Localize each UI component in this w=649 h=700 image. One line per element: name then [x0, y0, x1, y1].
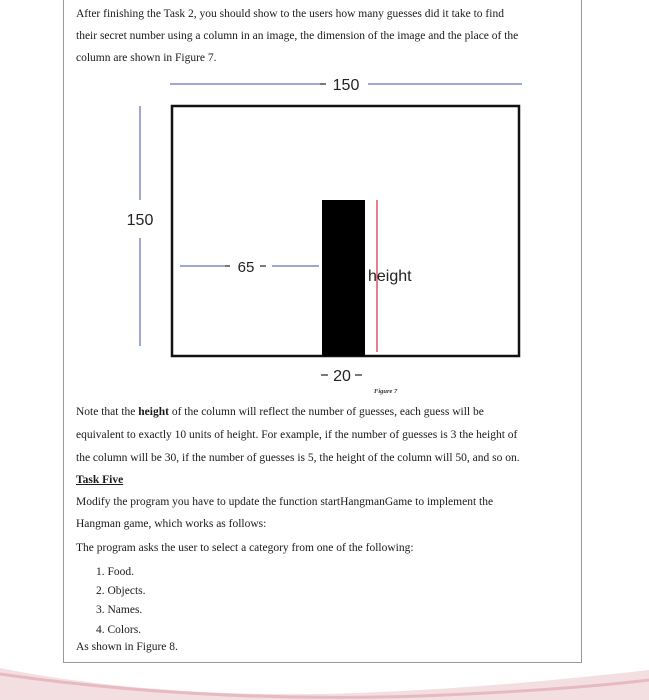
footer-swoosh-light: [0, 668, 649, 700]
category-item-food: 1. Food.: [96, 566, 135, 578]
figure-caption: Figure 7: [374, 388, 398, 395]
task-five-line-3: The program asks the user to select a category from one of the following:: [76, 542, 414, 554]
column-width-label: 20: [333, 368, 351, 385]
task-five-heading: Task Five: [76, 474, 124, 486]
category-item-colors: 4. Colors.: [96, 624, 142, 636]
page-footer-decoration: [0, 662, 649, 700]
note-line-3: the column will be 30, if the number of guesses is 5, the height of the column will 50, and so on.: [76, 452, 520, 464]
note-line-1: Note that the height of the column will reflect the number of guesses, each guess will be: [76, 406, 484, 418]
intro-line-1: After finishing the Task 2, you should show to the users how many guesses did it take to find: [76, 8, 504, 20]
guess-column: [322, 200, 365, 356]
height-label: 150: [126, 212, 154, 229]
column-height-label: height: [368, 268, 412, 285]
document-page: [63, 0, 582, 663]
offset-label: 65: [237, 259, 255, 276]
figure-7-diagram: [64, 0, 581, 400]
intro-line-2: their secret number using a column in an image, the dimension of the image and the place of the: [76, 30, 519, 42]
category-item-objects: 2. Objects.: [96, 585, 146, 597]
category-item-names: 3. Names.: [96, 604, 143, 616]
intro-line-3: column are shown in Figure 7.: [76, 52, 217, 64]
width-label: 150: [332, 77, 360, 94]
note-bold-height: height: [138, 406, 169, 418]
task-five-line-2: Hangman game, which works as follows:: [76, 518, 267, 530]
note-line-2: equivalent to exactly 10 units of height. For example, if the number of guesses is 3 the height of: [76, 429, 518, 441]
task-five-line-1: Modify the program you have to update the function startHangmanGame to implement the: [76, 496, 494, 508]
closing-line: As shown in Figure 8.: [76, 641, 178, 653]
